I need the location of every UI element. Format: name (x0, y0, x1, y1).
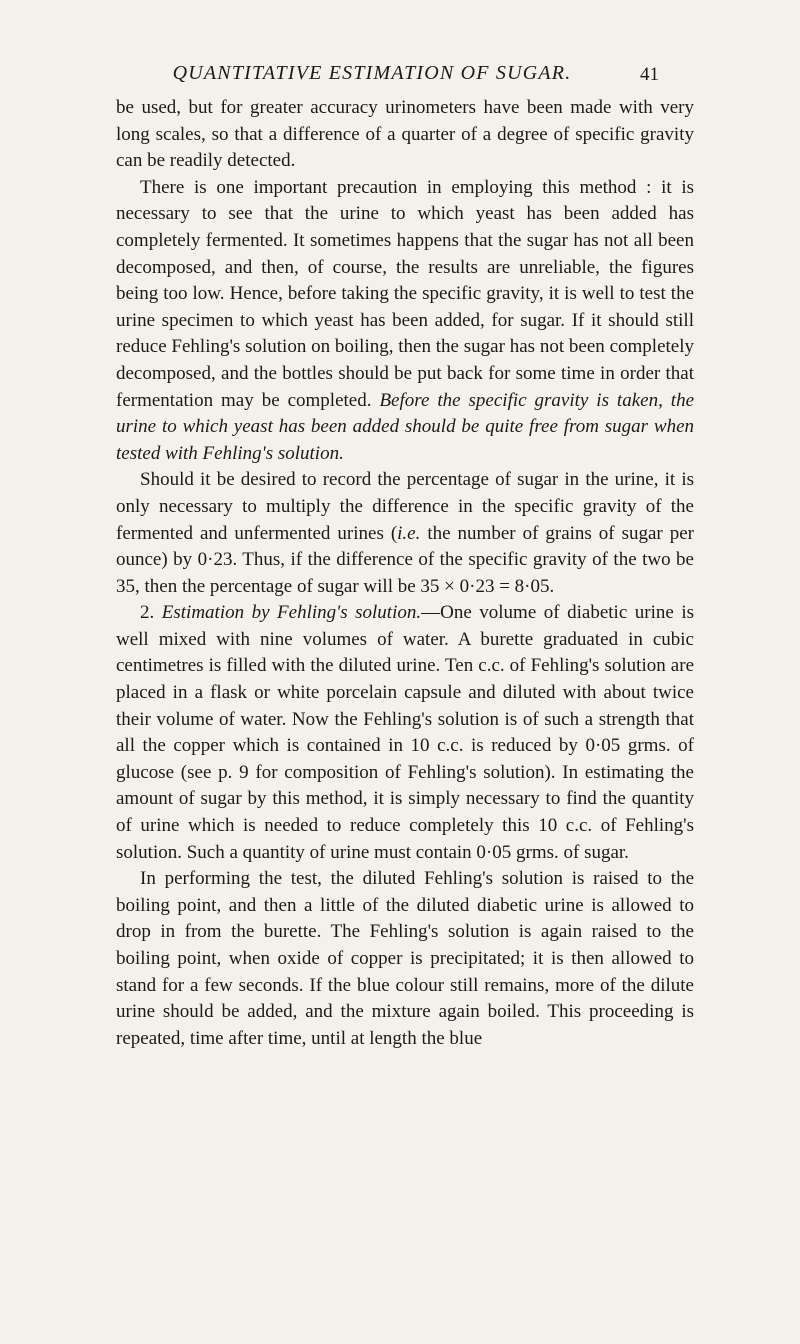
paragraph-continuation: be used, but for greater accuracy urinometers have been made with very long scales, so that a difference of a quarter of a degree of specific gravity can be readily detected. (116, 97, 694, 172)
paragraph-performing-test: In performing the test, the diluted Fehling's solution is raised to the boiling point, and then a little of the diluted diabetic urine is allowed to drop in from the burette. The Fehling's solution is again raised to the boiling point, when oxide of copper is precipitated; it is then allowed to stand for a few seconds. If the blue colour still remains, more of the dilute urine should be added, and the mixture again boiled. This proceeding is repeated, time after time, until at length the blue (116, 868, 694, 1049)
paragraph-text: —One volume of diabetic urine is well mixed with nine volumes of water. A burette graduated in cubic centimetres is filled with the diluted urine. Ten c.c. of Fehling's solution are placed in a flask or white porcelain capsule and diluted with about twice their volume of water. Now the Fehling's solution is of such a strength that all the copper which is contained in 10 c.c. is reduced by 0·05 grms. of glucose (see p. 9 for composition of Fehling's solution). In estimating the amount of sugar by this method, it is simply necessary to find the quantity of urine which is needed to reduce completely this 10 c.c. of Fehling's solution. Such a quantity of urine must contain 0·05 grms. of sugar. (116, 602, 694, 863)
paragraph-fehling-estimation (116, 600, 694, 866)
section-number: 2. (140, 602, 162, 624)
paragraph-percentage (116, 467, 694, 600)
emphasized-sentence: Before the specific gravity is taken, the urine to which yeast has been added should be quite free from sugar when tested with Fehling's solution. (116, 389, 694, 464)
body-text (116, 95, 694, 1052)
paragraph-text: Should it be desired to record the percentage of sugar in the urine, it is only necessary to multiply the difference in the specific gravity of the fermented and unfermented urines ( (116, 469, 694, 544)
section-heading: Estimation by Fehling's solution. (161, 602, 422, 624)
paragraph-text: the number of grains of sugar per ounce) by 0·23. Thus, if the difference of the specific gravity of the two be 35, then the percentage of sugar will be 35 × 0·23 = 8·05. (116, 522, 694, 597)
running-title: QUANTITATIVE ESTIMATION OF SUGAR. (172, 62, 572, 84)
ie-abbreviation: i.e. (397, 522, 421, 544)
paragraph-text: There is one important precaution in employing this method : it is necessary to see that the urine to which yeast has been added has completely fermented. It sometimes happens that the sugar has not all been decomposed, and then, of course, the results are unreliable, the figures being too low. Hence, before taking the specific gravity, it is well to test the urine specimen to which yeast has been added, for sugar. If it should still reduce Fehling's solution on boiling, then the sugar has not been completely decomposed, and the bottles should be put back for some time in order that fermentation may be completed. (116, 176, 694, 411)
paragraph-precaution (116, 175, 694, 468)
page-number: 41 (640, 64, 659, 85)
